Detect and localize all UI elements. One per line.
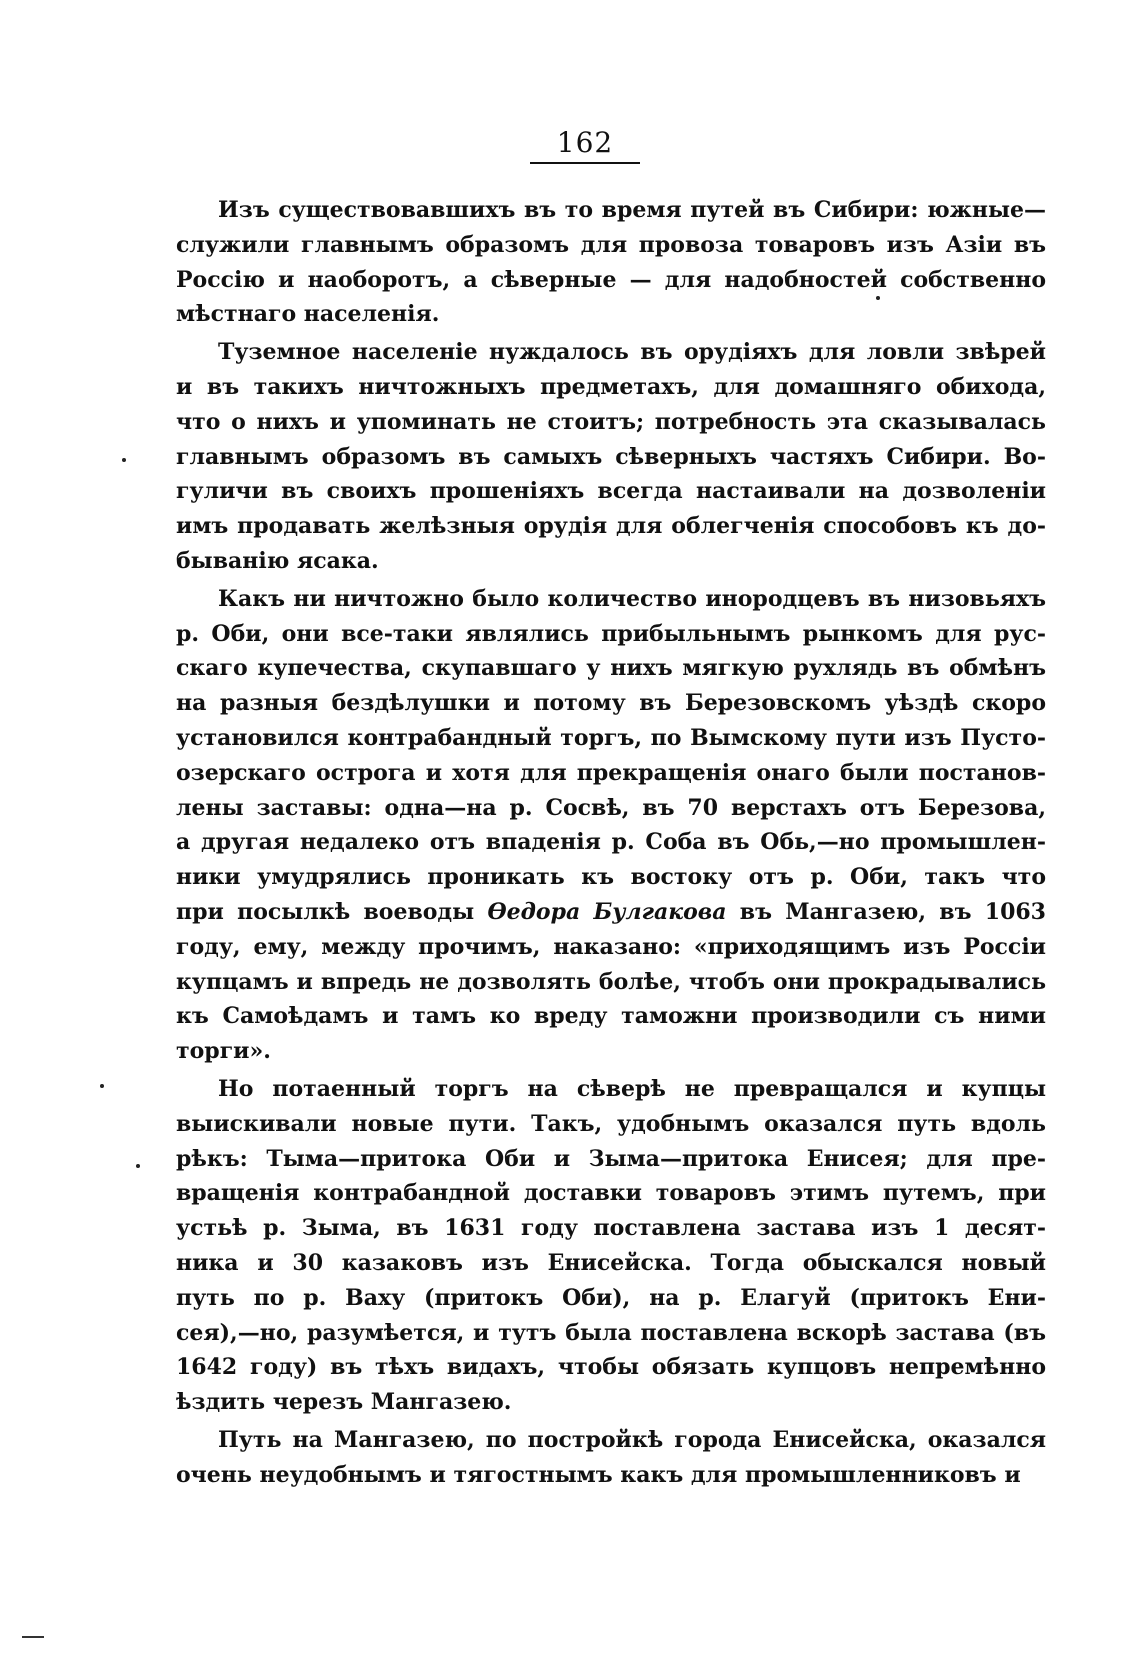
text-line: устьѣ р. Зыма, въ 1631 году поставлена застава изъ 1 десят- [176,1215,1046,1242]
text-line: быванію ясака. [176,547,379,574]
margin-mark [22,1636,44,1638]
text-line: Путь на Мангазею, по постройкѣ города Енисейска, оказался [218,1426,1046,1453]
text-line: гуличи въ своихъ прошеніяхъ всегда настаивали на дозволеніи [176,478,1046,505]
text-line: имъ продавать желѣзныя орудія для облегченія способовъ къ до- [176,513,1046,540]
paragraph [176,1072,1046,1420]
paragraph [176,335,1046,579]
paragraph [176,582,1046,1069]
body-text [176,193,1046,1492]
text-line: путь по р. Ваху (притокъ Оби), на р. Елагуй (притокъ Ени- [176,1284,1046,1311]
text-line: ника и 30 казаковъ изъ Енисейска. Тогда обыскался новый [176,1249,1046,1276]
text-line: лены заставы: одна—на р. Сосвѣ, въ 70 верстахъ отъ Березова, [176,794,1046,821]
text-line: главнымъ образомъ въ самыхъ сѣверныхъ частяхъ Сибири. Во- [176,443,1046,470]
text-line: вращенія контрабандной доставки товаровъ этимъ путемъ, при [176,1180,1046,1207]
text-line: сея),—но, разумѣется, и тутъ была поставлена вскорѣ застава (въ [176,1319,1046,1346]
text-line: году, ему, между прочимъ, наказано: «приходящимъ изъ Россіи [176,933,1046,960]
scan-speck [122,458,126,462]
text-line: купцамъ и впредь не дозволять болѣе, чтобъ они прокрадывались [176,968,1046,995]
scan-speck [100,1084,104,1088]
text-line: на разныя бездѣлушки и потому въ Березовскомъ уѣздѣ скоро [176,690,1046,717]
text-line: Но потаенный торгъ на сѣверѣ не превращался и купцы [218,1075,1046,1102]
text-line: и въ такихъ ничтожныхъ предметахъ, для домашняго обихода, [176,373,1046,400]
text-line: 1642 году) въ тѣхъ видахъ, чтобы обязать купцовъ непремѣнно [176,1354,1046,1381]
text-line: къ Самоѣдамъ и тамъ ко вреду таможни производили съ ними [176,1003,1046,1030]
text-line: мѣстнаго населенія. [176,301,440,328]
text-line: ники умудрялись проникать къ востоку отъ р. Оби, такъ что [176,864,1046,891]
text-line: при посылкѣ воеводы Ѳедора Булгакова въ Мангазею, въ 1063 [176,898,1046,925]
text-line: а другая недалеко отъ впаденія р. Соба въ Обь,—но промышлен- [176,829,1046,856]
text-line: Какъ ни ничтожно было количество инородцевъ въ низовьяхъ [218,585,1046,612]
header-rule [530,162,640,164]
paragraph [176,1423,1046,1493]
text-line: скаго купечества, скупавшаго у нихъ мягкую рухлядь въ обмѣнъ [176,655,1046,682]
text-line: выискивали новые пути. Такъ, удобнымъ оказался путь вдоль [176,1110,1046,1137]
text-line: торги». [176,1038,271,1065]
scan-speck [136,1164,140,1168]
text-line: что о нихъ и упоминать не стоитъ; потребность эта сказывалась [176,408,1046,435]
text-line: озерскаго острога и хотя для прекращенія онаго были постанов- [176,759,1046,786]
text-line: Россію и наоборотъ, а сѣверные — для надобностей собственно [176,266,1046,293]
text-line: установился контрабандный торгъ, по Вымскому пути изъ Пусто- [176,724,1046,751]
text-line: Туземное населеніе нуждалось въ орудіяхъ для ловли звѣрей [218,339,1046,366]
text-line: Изъ существовавшихъ въ то время путей въ Сибири: южные— [218,197,1046,223]
text-line: р. Оби, они все-таки являлись прибыльнымъ рынкомъ для рус- [176,620,1046,647]
text-line: рѣкъ: Тыма—притока Оби и Зыма—притока Енисея; для пре- [176,1145,1046,1172]
scan-speck [876,296,880,300]
page-number: 162 [556,126,614,159]
italic-name: Ѳедора Булгакова [487,898,727,925]
paragraph [176,193,1046,332]
text-line: служили главнымъ образомъ для провоза товаровъ изъ Азіи въ [176,231,1046,258]
text-line: ѣздить черезъ Мангазею. [176,1389,512,1416]
text-line: очень неудобнымъ и тягостнымъ какъ для промышленниковъ и [176,1461,1021,1488]
